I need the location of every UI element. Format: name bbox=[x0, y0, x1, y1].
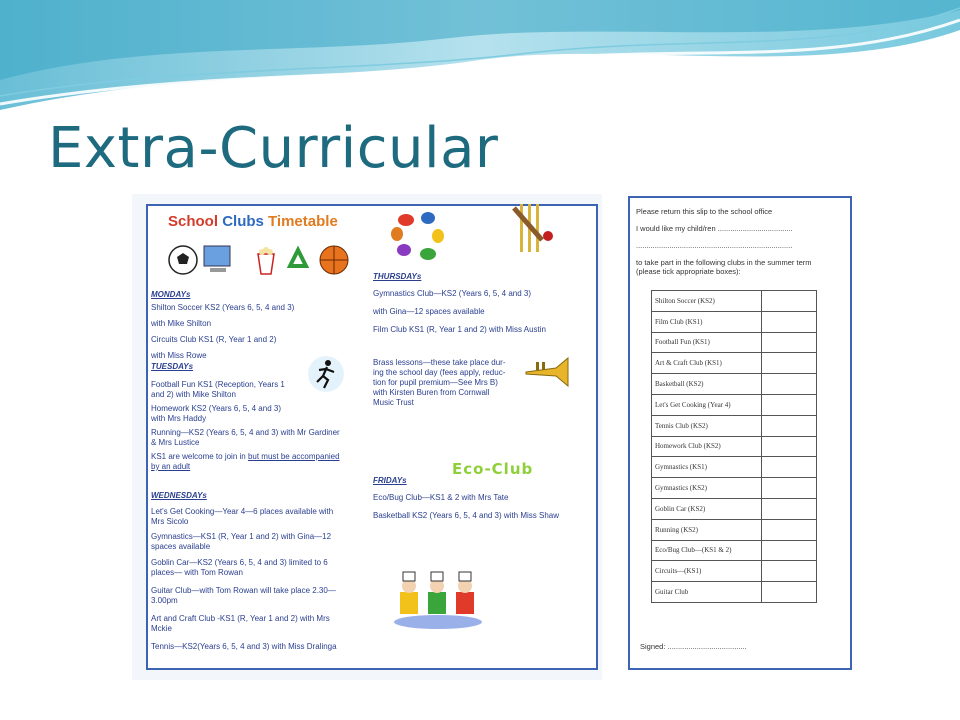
tick-box[interactable] bbox=[762, 436, 817, 457]
wednesday-line: Mrs Sicolo bbox=[151, 517, 189, 526]
table-row bbox=[652, 436, 817, 457]
slip-line: Please return this slip to the school office bbox=[636, 207, 773, 216]
tuesday-line: Running—KS2 (Years 6, 5, 4 and 3) with Mr Gardiner bbox=[151, 428, 340, 437]
monday-line: with Miss Rowe bbox=[151, 351, 207, 360]
tick-box[interactable] bbox=[762, 582, 817, 603]
thursday-heading: THURSDAYs bbox=[373, 272, 422, 281]
club-name: Shilton Soccer (KS2) bbox=[652, 291, 762, 312]
wednesday-section bbox=[151, 491, 366, 652]
friday-line: Eco/Bug Club—KS1 & 2 with Mrs Tate bbox=[373, 493, 509, 502]
friday-line: Basketball KS2 (Years 6, 5, 4 and 3) with Miss Shaw bbox=[373, 511, 560, 520]
tuesday-line: and 2) with Mike Shilton bbox=[151, 390, 236, 399]
tick-box[interactable] bbox=[762, 561, 817, 582]
brass-line: with Kirsten Buren from Cornwall bbox=[373, 388, 490, 397]
table-row bbox=[652, 457, 817, 478]
club-name: Gymnastics (KS1) bbox=[652, 457, 762, 478]
thursday-line: Film Club KS1 (R, Year 1 and 2) with Miss Austin bbox=[373, 325, 546, 334]
wednesday-line: Let's Get Cooking—Year 4—6 places available with bbox=[151, 507, 334, 516]
club-name: Football Fun (KS1) bbox=[652, 332, 762, 353]
tick-box[interactable] bbox=[762, 498, 817, 519]
tick-box[interactable] bbox=[762, 332, 817, 353]
wednesday-line: places— with Tom Rowan bbox=[151, 568, 243, 577]
tuesday-line: & Mrs Lustice bbox=[151, 438, 200, 447]
wednesday-line: Art and Craft Club -KS1 (R, Year 1 and 2) with Mrs bbox=[151, 614, 330, 623]
club-name: Film Club (KS1) bbox=[652, 311, 762, 332]
tick-box[interactable] bbox=[762, 374, 817, 395]
painted-hands-icon bbox=[388, 206, 448, 266]
slip-line: ........................................................................... bbox=[636, 241, 793, 250]
wednesday-line: Goblin Car—KS2 (Years 6, 5, 4 and 3) limited to 6 bbox=[151, 558, 328, 567]
club-name: Eco/Bug Club—(KS1 & 2) bbox=[652, 540, 762, 561]
club-icons-row bbox=[166, 240, 352, 276]
slide-title: Extra-Curricular bbox=[48, 116, 499, 181]
wednesday-line: Gymnastics—KS1 (R, Year 1 and 2) with Gina—12 bbox=[151, 532, 332, 541]
brass-line: tion for pupil premium—See Mrs B) bbox=[373, 378, 498, 387]
friday-heading: FRIDAYs bbox=[373, 476, 407, 485]
slip-line: to take part in the following clubs in the summer term bbox=[636, 258, 812, 267]
club-name: Goblin Car (KS2) bbox=[652, 498, 762, 519]
tuesday-line: Football Fun KS1 (Reception, Years 1 bbox=[151, 380, 285, 389]
club-name: Tennis Club (KS2) bbox=[652, 415, 762, 436]
tick-box[interactable] bbox=[762, 519, 817, 540]
slip-line: (please tick appropriate boxes): bbox=[636, 267, 741, 276]
tuesday-line: KS1 are welcome to join in but must be accompanied bbox=[151, 452, 340, 461]
table-row bbox=[652, 374, 817, 395]
cooking-children-icon bbox=[390, 566, 486, 630]
brass-line: ing the school day (fees apply, reduc- bbox=[373, 368, 506, 377]
table-row bbox=[652, 332, 817, 353]
club-name: Circuits—(KS1) bbox=[652, 561, 762, 582]
wednesday-line: spaces available bbox=[151, 542, 211, 551]
monday-line: with Mike Shilton bbox=[151, 319, 212, 328]
recycle-icon bbox=[290, 250, 306, 266]
club-name: Art & Craft Club (KS1) bbox=[652, 353, 762, 374]
table-row bbox=[652, 353, 817, 374]
tick-box[interactable] bbox=[762, 291, 817, 312]
table-row bbox=[652, 561, 817, 582]
trumpet-icon bbox=[522, 354, 572, 390]
table-row bbox=[652, 311, 817, 332]
tuesday-line: with Mrs Haddy bbox=[151, 414, 207, 423]
eco-club-logo: Eco-Club bbox=[452, 460, 534, 478]
monday-line: Circuits Club KS1 (R, Year 1 and 2) bbox=[151, 335, 277, 344]
table-row bbox=[652, 415, 817, 436]
tick-box[interactable] bbox=[762, 353, 817, 374]
tick-box[interactable] bbox=[762, 540, 817, 561]
tick-box[interactable] bbox=[762, 394, 817, 415]
club-name: Running (KS2) bbox=[652, 519, 762, 540]
thursday-section bbox=[373, 272, 593, 335]
basketball-icon bbox=[320, 246, 348, 274]
runner-icon bbox=[306, 354, 346, 394]
table-row bbox=[652, 540, 817, 561]
tick-box[interactable] bbox=[762, 478, 817, 499]
club-name: Homework Club (KS2) bbox=[652, 436, 762, 457]
monday-line: Shilton Soccer KS2 (Years 6, 5, 4 and 3) bbox=[151, 303, 295, 312]
club-selection-table bbox=[651, 290, 817, 603]
tuesday-heading: TUESDAYs bbox=[151, 362, 194, 371]
wednesday-line: Mckie bbox=[151, 624, 172, 633]
timetable-title: School Clubs Timetable bbox=[168, 213, 338, 230]
monday-section bbox=[151, 290, 366, 361]
club-name: Basketball (KS2) bbox=[652, 374, 762, 395]
tick-box[interactable] bbox=[762, 415, 817, 436]
tick-box[interactable] bbox=[762, 457, 817, 478]
popcorn-icon bbox=[258, 247, 274, 274]
table-row bbox=[652, 478, 817, 499]
brass-line: Brass lessons—these take place dur- bbox=[373, 358, 506, 367]
computer-icon bbox=[204, 246, 230, 272]
brass-line: Music Trust bbox=[373, 398, 414, 407]
header-waves bbox=[0, 0, 960, 120]
tuesday-line: Homework KS2 (Years 6, 5, 4 and 3) bbox=[151, 404, 281, 413]
thursday-line: with Gina—12 spaces available bbox=[373, 307, 485, 316]
football-icon bbox=[169, 246, 197, 274]
club-name: Gymnastics (KS2) bbox=[652, 478, 762, 499]
signed-line: Signed: ...................................... bbox=[640, 642, 747, 651]
tuesday-line: by an adult bbox=[151, 462, 191, 471]
table-row bbox=[652, 394, 817, 415]
wednesday-line: Tennis—KS2(Years 6, 5, 4 and 3) with Miss Dralinga bbox=[151, 642, 337, 651]
cricket-icon bbox=[508, 200, 558, 256]
club-name: Let's Get Cooking (Year 4) bbox=[652, 394, 762, 415]
wednesday-line: Guitar Club—with Tom Rowan will take place 2.30— bbox=[151, 586, 336, 595]
brass-section bbox=[373, 358, 523, 408]
wednesday-heading: WEDNESDAYs bbox=[151, 491, 207, 500]
table-row bbox=[652, 582, 817, 603]
wednesday-line: 3.00pm bbox=[151, 596, 178, 605]
table-row bbox=[652, 498, 817, 519]
club-name: Guitar Club bbox=[652, 582, 762, 603]
slip-line: I would like my child/ren .................................... bbox=[636, 224, 793, 233]
table-row bbox=[652, 519, 817, 540]
friday-section bbox=[373, 476, 593, 521]
slip-instructions bbox=[636, 207, 846, 276]
tick-box[interactable] bbox=[762, 311, 817, 332]
table-row bbox=[652, 291, 817, 312]
thursday-line: Gymnastics Club—KS2 (Years 6, 5, 4 and 3) bbox=[373, 289, 531, 298]
monday-heading: MONDAYs bbox=[151, 290, 191, 299]
